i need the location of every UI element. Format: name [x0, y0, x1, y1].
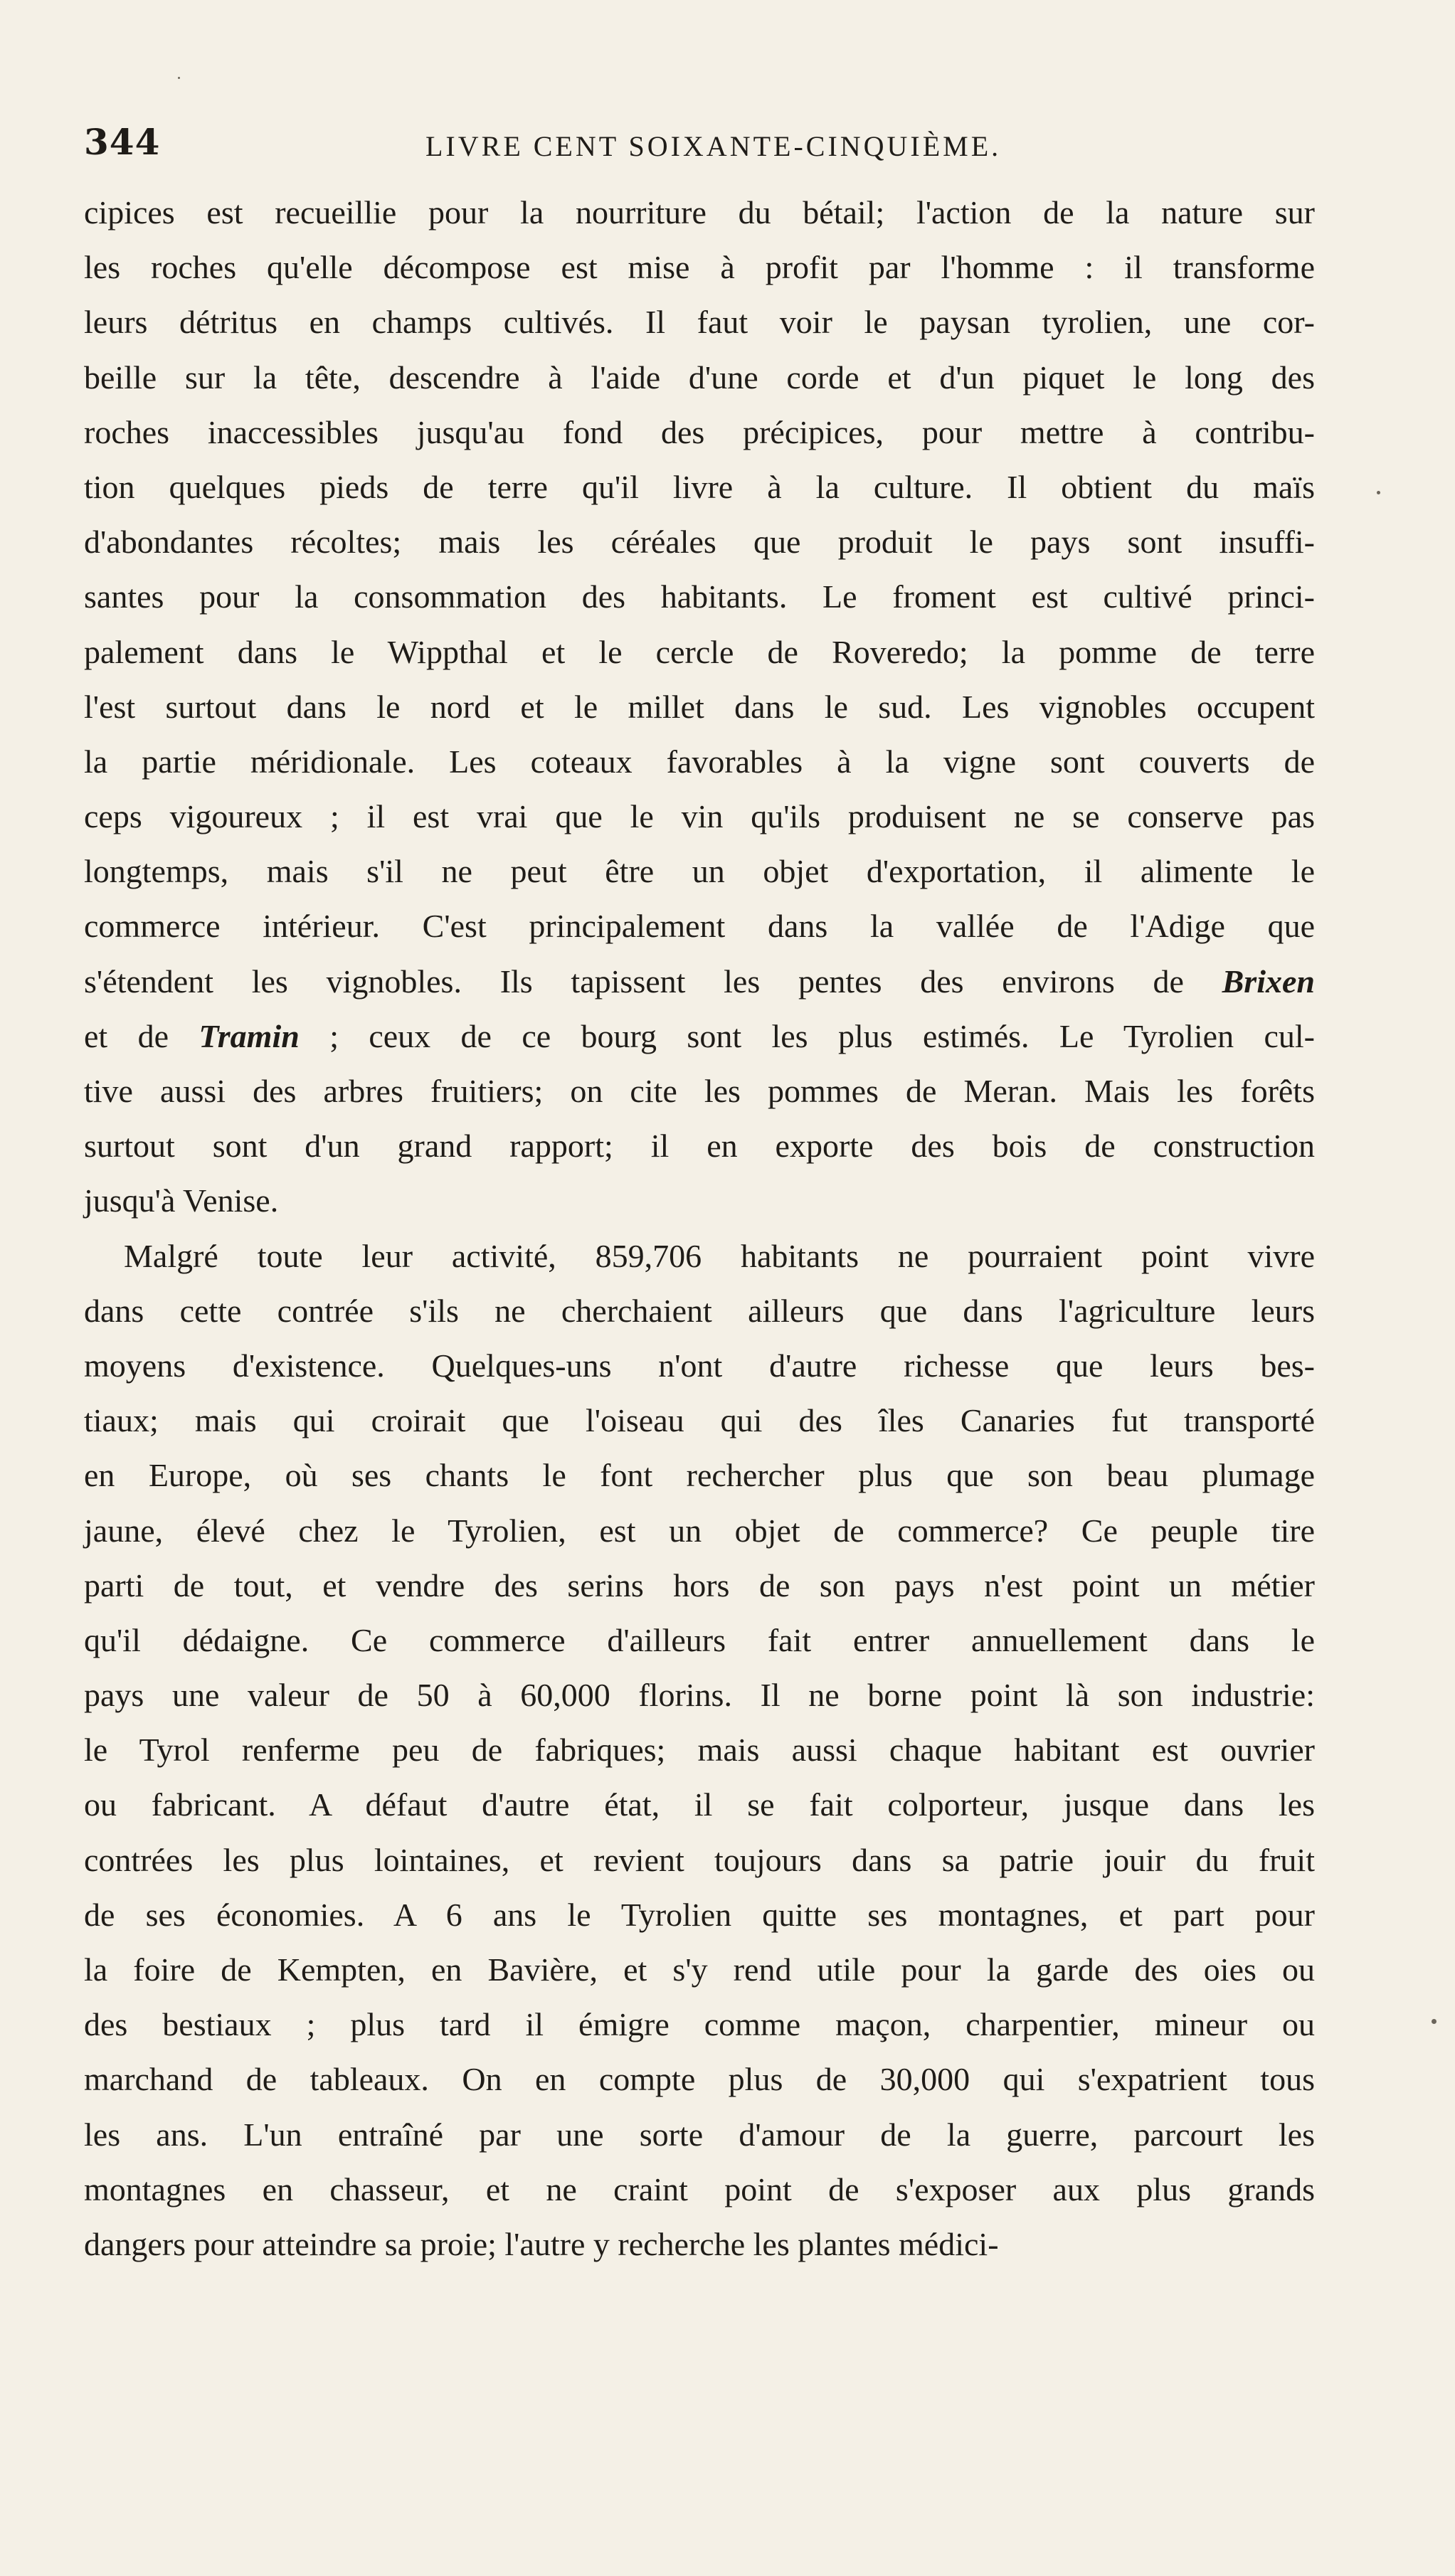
text-line	[84, 1283, 1315, 1338]
text-line	[84, 2107, 1315, 2162]
text-run: jusqu'à Venise.	[84, 1182, 279, 1219]
text-run: la partie méridionale. Les coteaux favorables à la vigne sont couverts de	[84, 743, 1315, 780]
text-run: et de	[84, 1017, 199, 1054]
text-run: pays une valeur de 50 à 60,000 florins. Il ne borne point là son industrie:	[84, 1677, 1315, 1714]
text-line	[84, 1997, 1315, 2052]
text-line	[84, 1668, 1315, 1722]
text-line	[84, 240, 1315, 295]
text-line	[84, 789, 1315, 844]
paragraph	[84, 185, 1315, 1229]
text-line	[84, 185, 1315, 240]
text-line	[84, 1393, 1315, 1448]
text-line	[84, 1503, 1315, 1558]
page-number: 344	[84, 121, 161, 163]
text-run: tion quelques pieds de terre qu'il livre à la culture. Il obtient du maïs	[84, 468, 1315, 505]
text-run: beille sur la tête, descendre à l'aide d'une corde et d'un piquet le long des	[84, 359, 1315, 396]
text-run: parti de tout, et vendre des serins hors de son pays n'est point un métier	[84, 1567, 1315, 1604]
text-line	[84, 460, 1315, 514]
text-run: marchand de tableaux. On en compte plus de 30,000 qui s'expatrient tous	[84, 2061, 1315, 2098]
text-line	[84, 1229, 1315, 1283]
text-run: dans cette contrée s'ils ne cherchaient ailleurs que dans l'agriculture leurs	[84, 1292, 1315, 1329]
text-line	[84, 1777, 1315, 1832]
text-line	[84, 625, 1315, 679]
text-line	[84, 1064, 1315, 1118]
text-line	[84, 1613, 1315, 1668]
text-run: en Europe, où ses chants le font rechercher plus que son beau plumage	[84, 1457, 1315, 1494]
text-line	[84, 1887, 1315, 1942]
text-run: palement dans le Wippthal et le cercle de Roveredo; la pomme de terre	[84, 633, 1315, 670]
text-line	[84, 1448, 1315, 1502]
text-run: montagnes en chasseur, et ne craint point de s'exposer aux plus grands	[84, 2170, 1315, 2207]
text-run: l'est surtout dans le nord et le millet dans le sud. Les vignobles occupent	[84, 688, 1315, 725]
text-line	[84, 1558, 1315, 1613]
text-run: roches inaccessibles jusqu'au fond des précipices, pour mettre à contribu-	[84, 413, 1315, 450]
text-run: longtemps, mais s'il ne peut être un objet d'exportation, il alimente le	[84, 853, 1315, 890]
text-line	[84, 1009, 1315, 1064]
page-header	[84, 121, 1386, 171]
text-line	[84, 2162, 1315, 2217]
text-line	[84, 350, 1315, 405]
running-title: LIVRE CENT SOIXANTE-CINQUIÈME.	[425, 130, 1002, 162]
text-run: de ses économies. A 6 ans le Tyrolien quitte ses montagnes, et part pour	[84, 1896, 1315, 1933]
text-line	[84, 2052, 1315, 2106]
text-line	[84, 679, 1315, 734]
text-line	[84, 405, 1315, 460]
text-line	[84, 1833, 1315, 1887]
text-line	[84, 1118, 1315, 1173]
text-run: tiaux; mais qui croirait que l'oiseau qui des îles Canaries fut transporté	[84, 1402, 1315, 1439]
text-line	[84, 1338, 1315, 1393]
paragraph	[84, 1229, 1315, 2272]
text-run: ceps vigoureux ; il est vrai que le vin qu'ils produisent ne se conserve pas	[84, 798, 1315, 835]
paper-speck	[1377, 491, 1380, 494]
text-line	[84, 2217, 1315, 2272]
text-line	[84, 1722, 1315, 1777]
text-run: le Tyrol renferme peu de fabriques; mais aussi chaque habitant est ouvrier	[84, 1732, 1315, 1769]
text-run: qu'il dédaigne. Ce commerce d'ailleurs fait entrer annuellement dans le	[84, 1621, 1315, 1658]
text-run: les roches qu'elle décompose est mise à profit par l'homme : il transforme	[84, 249, 1315, 286]
text-run: s'étendent les vignobles. Ils tapissent les pentes des environs de	[84, 963, 1222, 1000]
text-run: les ans. L'un entraîné par une sorte d'amour de la guerre, parcourt les	[84, 2116, 1315, 2153]
text-line	[84, 844, 1315, 899]
text-line	[84, 899, 1315, 953]
text-line	[84, 734, 1315, 789]
body-text	[84, 185, 1315, 2272]
paper-speck	[1432, 2019, 1437, 2024]
italic-place-name: Brixen	[1222, 963, 1315, 1000]
italic-place-name: Tramin	[199, 1017, 300, 1054]
text-run: surtout sont d'un grand rapport; il en exporte des bois de construction	[84, 1128, 1315, 1165]
text-line	[84, 295, 1315, 349]
text-run: ; ceux de ce bourg sont les plus estimés. Le Tyrolien cul-	[299, 1017, 1315, 1054]
text-line	[84, 954, 1315, 1009]
text-run: d'abondantes récoltes; mais les céréales que produit le pays sont insuffi-	[84, 524, 1315, 561]
text-run: la foire de Kempten, en Bavière, et s'y rend utile pour la garde des oies ou	[84, 1951, 1315, 1988]
text-line	[84, 1173, 1315, 1228]
text-run: cipices est recueillie pour la nourriture du bétail; l'action de la nature sur	[84, 194, 1315, 230]
text-run: Malgré toute leur activité, 859,706 habitants ne pourraient point vivre	[124, 1237, 1315, 1274]
text-run: leurs détritus en champs cultivés. Il faut voir le paysan tyrolien, une cor-	[84, 304, 1315, 341]
text-run: des bestiaux ; plus tard il émigre comme maçon, charpentier, mineur ou	[84, 2006, 1315, 2043]
text-run: tive aussi des arbres fruitiers; on cite les pommes de Meran. Mais les forêts	[84, 1073, 1315, 1109]
text-line	[84, 1942, 1315, 1997]
text-run: ou fabricant. A défaut d'autre état, il se fait colporteur, jusque dans les	[84, 1786, 1315, 1823]
text-run: moyens d'existence. Quelques-uns n'ont d'autre richesse que leurs bes-	[84, 1347, 1315, 1384]
text-run: contrées les plus lointaines, et revient toujours dans sa patrie jouir du fruit	[84, 1841, 1315, 1878]
paper-speck	[178, 77, 180, 79]
text-run: santes pour la consommation des habitants. Le froment est cultivé princi-	[84, 578, 1315, 615]
text-run: commerce intérieur. C'est principalement dans la vallée de l'Adige que	[84, 908, 1315, 945]
text-line	[84, 514, 1315, 569]
text-line	[84, 569, 1315, 624]
text-run: dangers pour atteindre sa proie; l'autre y recherche les plantes médici-	[84, 2225, 999, 2262]
text-run: jaune, élevé chez le Tyrolien, est un objet de commerce? Ce peuple tire	[84, 1512, 1315, 1549]
